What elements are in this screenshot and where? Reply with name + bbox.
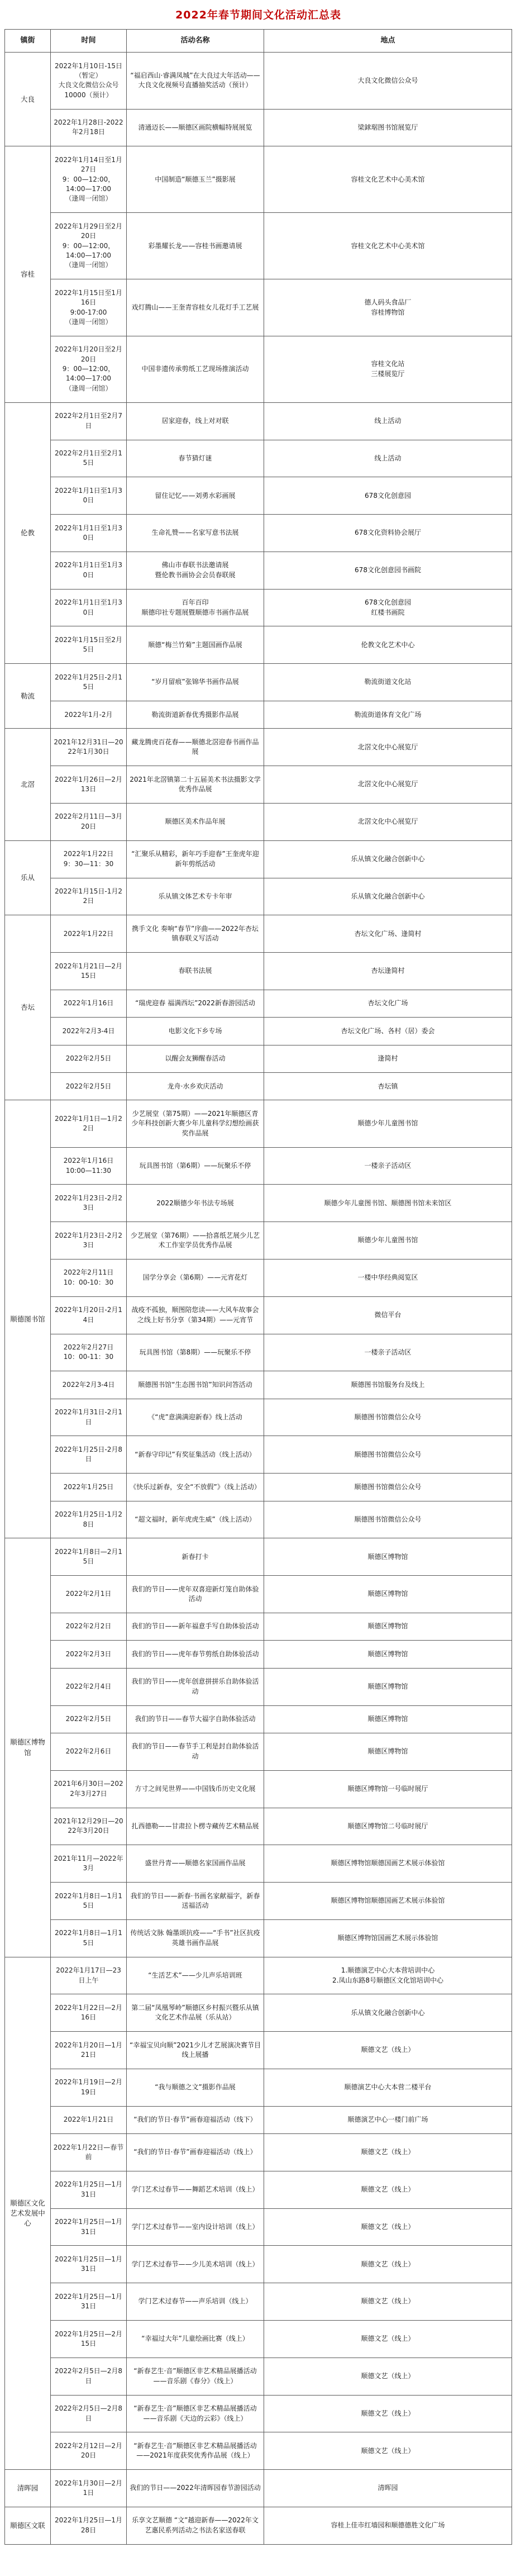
location-cell: 逢简村 <box>264 1045 512 1072</box>
activity-name-cell: “我与顺德之文”摄影作品展 <box>127 2069 264 2106</box>
table-row <box>5 990 512 1017</box>
table-row <box>5 1501 512 1538</box>
table-row <box>5 2395 512 2432</box>
location-cell: 顺德文艺（线上） <box>264 2171 512 2208</box>
activity-name-cell: 藏龙腾虎百花春——顺德北滘迎春书画作品展 <box>127 729 264 766</box>
activity-name-cell: 第二届“凤凰琴岭”顺德区乡村振兴暨乐从镇文化艺术作品展（乐从站） <box>127 1994 264 2032</box>
location-cell: 顺德区博物馆 <box>264 1613 512 1640</box>
activity-name-cell: “幸福过大年”儿童绘画比赛（线上） <box>127 2321 264 2358</box>
time-cell: 2022年1月25日—1月28日 <box>51 2507 127 2544</box>
table-row <box>5 1073 512 1100</box>
location-cell: 顺德图书馆微信公众号 <box>264 1436 512 1474</box>
activity-name-cell: 我们的节日——新春·书画名家献福字，新春送福活动 <box>127 1883 264 1920</box>
location-cell: 顺德区博物馆顺德国画艺术展示体验馆 <box>264 1845 512 1883</box>
town-cell: 伦教 <box>5 402 51 663</box>
table-row <box>5 1100 512 1147</box>
activity-name-cell: 学门艺术过春节——声乐培训（线上） <box>127 2283 264 2321</box>
activity-name-cell: 勒流街道新春优秀摄影作品展 <box>127 701 264 729</box>
activity-name-cell: 我们的节日——虎年创意拼拼乐自助体验活动 <box>127 1668 264 1705</box>
activity-name-cell: 携手文化 奏响“春节”序曲——2022年杏坛镇春联义写活动 <box>127 915 264 953</box>
town-cell: 大良 <box>5 53 51 146</box>
table-row <box>5 1185 512 1222</box>
location-cell: 杏坛镇 <box>264 1073 512 1100</box>
activity-name-cell: 清通迈长——顺德区画院横幅特展展览 <box>127 109 264 146</box>
location-cell: 顺德区博物馆国画艺术展示体验馆 <box>264 1919 512 1957</box>
activity-name-cell: “新春艺生·音”顺德区非艺术精品展播活动——音乐剧《天边的云彩》（线上） <box>127 2395 264 2432</box>
table-row <box>5 1296 512 1334</box>
activity-name-cell: 国学分享会（第6期）——元宵花灯 <box>127 1259 264 1296</box>
time-cell: 2022年1月29日至2月20日 9：00—12:00， 14:00—17:00 （逢周一闭馆） <box>51 213 127 279</box>
time-cell: 2022年1月-2月 <box>51 701 127 729</box>
location-cell: 一楼亲子活动区 <box>264 1334 512 1371</box>
location-cell: 乐从镇文化融合创新中心 <box>264 840 512 878</box>
time-cell: 2022年1月20日—1月21日 <box>51 2032 127 2069</box>
activity-name-cell: 学门艺术过春节——室内设计培训（线上） <box>127 2208 264 2246</box>
location-cell: 顺德文艺（线上） <box>264 2208 512 2246</box>
location-cell: 678文化创意园 <box>264 477 512 515</box>
location-cell: 大良文化微信公众号 <box>264 53 512 110</box>
time-cell: 2022年1月1日—1月22日 <box>51 1100 127 1147</box>
table-row <box>5 1222 512 1260</box>
time-cell: 2022年2月5日 <box>51 1045 127 1072</box>
activity-name-cell: 春联书法展 <box>127 953 264 990</box>
table-row <box>5 2069 512 2106</box>
table-row <box>5 953 512 990</box>
time-cell: 2022年1月25日 <box>51 1474 127 1501</box>
location-cell: 线上活动 <box>264 440 512 477</box>
table-row <box>5 840 512 878</box>
activity-name-cell: 春节猜灯谜 <box>127 440 264 477</box>
time-cell: 2022年1月20日至2月20日 9：00—12:00， 14:00—17:00 （逢周一闭馆） <box>51 336 127 402</box>
location-cell: 顺德图书馆服务台及线上 <box>264 1371 512 1399</box>
time-cell: 2022年1月15日-1月22日 <box>51 878 127 915</box>
location-cell: 容桂上佳市红墙园和顺德德胜文化广场 <box>264 2507 512 2544</box>
activity-name-cell: 电影文化下乡专场 <box>127 1018 264 1045</box>
table-row <box>5 803 512 840</box>
table-row <box>5 1538 512 1576</box>
location-cell: 顺德少年儿童图书馆 <box>264 1222 512 1260</box>
table-row <box>5 1045 512 1072</box>
activity-name-cell: “幸福宝贝向顺”2021少儿才艺展演决赛节目线上展播 <box>127 2032 264 2069</box>
location-cell: 一楼中华经典阅览区 <box>264 1259 512 1296</box>
time-cell: 2021年11月—2022年3月 <box>51 1845 127 1883</box>
time-cell: 2022年2月3-4日 <box>51 1018 127 1045</box>
activity-name-cell: “我们的节日·春节”画春迎福活动（线下） <box>127 2106 264 2133</box>
activity-name-cell: “新春艺生·音”顺德区非艺术精品展播活动——2021年度获奖优秀作品展（线上） <box>127 2432 264 2470</box>
activity-name-cell: 方寸之间见世界——中国钱币历史文化展 <box>127 1770 264 1808</box>
table-row <box>5 440 512 477</box>
activity-name-cell: “汇聚乐从精彩，新年巧手迎春”王奎虎年迎新年剪纸活动 <box>127 840 264 878</box>
time-cell: 2022年2月1日至2月7日 <box>51 402 127 440</box>
time-cell: 2022年1月14日至1月27日 9：00—12:00， 14:00—17:00 （逢周一闭馆） <box>51 146 127 213</box>
time-cell: 2022年2月12日—2月20日 <box>51 2432 127 2470</box>
table-row <box>5 1994 512 2032</box>
time-cell: 2022年2月5日 <box>51 1705 127 1733</box>
table-row <box>5 146 512 213</box>
table-row <box>5 477 512 515</box>
time-cell: 2022年1月25日—1月31日 <box>51 2171 127 2208</box>
location-cell: 顺德少年儿童图书馆 <box>264 1100 512 1147</box>
activity-name-cell: 顺德图书馆“生态图书馆”知识问答活动 <box>127 1371 264 1399</box>
time-cell: 2022年2月3日 <box>51 1641 127 1668</box>
time-cell: 2022年1月22日 9：30—11：30 <box>51 840 127 878</box>
time-cell: 2022年1月1日至1月30日 <box>51 477 127 515</box>
table-row <box>5 1705 512 1733</box>
location-cell: 一楼亲子活动区 <box>264 1147 512 1185</box>
location-cell: 顺德演艺中心大本营二楼平台 <box>264 2069 512 2106</box>
table-row <box>5 1668 512 1705</box>
time-cell: 2022年1月26日—2月13日 <box>51 766 127 804</box>
activity-name-cell: 戏灯腾山——王奎青容桂女儿花灯手工艺展 <box>127 279 264 336</box>
location-cell: 容桂文化艺术中心美术馆 <box>264 146 512 213</box>
header-town: 镇街 <box>5 30 51 53</box>
activity-name-cell: 2022顺德少年书法专场展 <box>127 1185 264 1222</box>
activity-name-cell: 彩墨耀长龙——容桂书画邀请展 <box>127 213 264 279</box>
location-cell: 乐从镇文化融合创新中心 <box>264 1994 512 2032</box>
location-cell: 顺德区博物馆顺德国画艺术展示体验馆 <box>264 1883 512 1920</box>
activity-name-cell: 玩具图书馆（第6期）——玩聚乐不停 <box>127 1147 264 1185</box>
location-cell: 顺德文艺（线上） <box>264 2283 512 2321</box>
time-cell: 2021年12月29日—2022年3月20日 <box>51 1808 127 1845</box>
activity-name-cell: 佛山市春联书法邀请展 暨伦教书画协会会员春联展 <box>127 552 264 589</box>
header-location: 地点 <box>264 30 512 53</box>
location-cell: 线上活动 <box>264 402 512 440</box>
activity-name-cell: “瑞虎迎春 福满西坛”2022新春游园活动 <box>127 990 264 1017</box>
town-cell: 顺德区文化艺术发展中心 <box>5 1957 51 2470</box>
table-row <box>5 1399 512 1436</box>
time-cell: 2022年1月25日-1月28日 <box>51 1501 127 1538</box>
location-cell: 顺德文艺（线上） <box>264 2395 512 2432</box>
table-row <box>5 2321 512 2358</box>
location-cell: 顺德图书馆微信公众号 <box>264 1474 512 1501</box>
table-body <box>5 53 512 2545</box>
location-cell: 北滘文化中心展览厅 <box>264 729 512 766</box>
time-cell: 2022年1月25日—2月15日 <box>51 2321 127 2358</box>
table-row <box>5 2106 512 2133</box>
time-cell: 2022年2月11日—3月20日 <box>51 803 127 840</box>
table-row <box>5 915 512 953</box>
table-row <box>5 1613 512 1640</box>
table-row <box>5 1808 512 1845</box>
table-row <box>5 2358 512 2395</box>
location-cell: 678文化创意园书画院 <box>264 552 512 589</box>
table-row <box>5 2283 512 2321</box>
activity-name-cell: 少艺展堂（第75期）——2021年顺德区青少年科技创新大赛少年儿童科学幻想绘画获奖作品展 <box>127 1100 264 1147</box>
time-cell: 2022年1月1日至1月30日 <box>51 552 127 589</box>
table-row <box>5 664 512 701</box>
time-cell: 2022年1月8日—1月15日 <box>51 1883 127 1920</box>
time-cell: 2022年1月10日-15日（暂定） 大良文化微信公众号 10000（预计） <box>51 53 127 110</box>
location-cell: 清晖园 <box>264 2470 512 2507</box>
table-row <box>5 2208 512 2246</box>
activity-name-cell: 学门艺术过春节——舞蹈艺术培训（线上） <box>127 2171 264 2208</box>
location-cell: 微信平台 <box>264 1296 512 1334</box>
time-cell: 2022年2月3-4日 <box>51 1371 127 1399</box>
time-cell: 2022年2月6日 <box>51 1733 127 1770</box>
town-cell: 顺德区博物馆 <box>5 1538 51 1957</box>
location-cell: 顺德文艺（线上） <box>264 2321 512 2358</box>
time-cell: 2022年2月1日至2月15日 <box>51 440 127 477</box>
table-row <box>5 1436 512 1474</box>
time-cell: 2022年1月16日 10:00—11:30 <box>51 1147 127 1185</box>
table-row <box>5 1147 512 1185</box>
activity-name-cell: “生活艺术”——少儿声乐培训班 <box>127 1957 264 1994</box>
location-cell: 北滘文化中心展览厅 <box>264 803 512 840</box>
activity-name-cell: 扎西德勒——甘肃拉卜楞寺藏传艺术精品展 <box>127 1808 264 1845</box>
location-cell: 678文化创意园 红楼书画院 <box>264 589 512 626</box>
time-cell: 2022年2月27日 10：00-11：30 <box>51 1334 127 1371</box>
location-cell: 杏坛文化广场、各村（居）委会 <box>264 1018 512 1045</box>
activity-name-cell: “新春守印记”有奖征集活动（线上活动） <box>127 1436 264 1474</box>
activity-name-cell: 中国制造“顺德玉兰”摄影展 <box>127 146 264 213</box>
title-row <box>5 2 512 30</box>
time-cell: 2022年1月22日 <box>51 915 127 953</box>
table-row <box>5 766 512 804</box>
time-cell: 2022年1月1日至1月30日 <box>51 589 127 626</box>
activity-name-cell: 玩具图书馆（第8期）——玩聚乐不停 <box>127 1334 264 1371</box>
table-row <box>5 2470 512 2507</box>
activity-name-cell: 少艺展堂（第76期）——拾喜纸艺展少儿艺术工作室学员优秀作品展 <box>127 1222 264 1260</box>
time-cell: 2022年1月30日—2月1日 <box>51 2470 127 2507</box>
table-row <box>5 1883 512 1920</box>
location-cell: 顺德文艺（线上） <box>264 2246 512 2283</box>
location-cell: 勒流街道文化站 <box>264 664 512 701</box>
location-cell: 顺德区博物馆 <box>264 1705 512 1733</box>
activity-name-cell: 我们的节日——春节手工利是封自助体验活动 <box>127 1733 264 1770</box>
time-cell: 2021年12月31日—2022年1月30日 <box>51 729 127 766</box>
summary-sheet <box>0 2 516 2545</box>
location-cell: 梁銶琚图书馆展览厅 <box>264 109 512 146</box>
table-row <box>5 626 512 664</box>
table-row <box>5 2171 512 2208</box>
time-cell: 2022年2月1日 <box>51 1576 127 1613</box>
table-row <box>5 1474 512 1501</box>
header-activity-name: 活动名称 <box>127 30 264 53</box>
activity-name-cell: 中国非遗传承剪纸工艺现场推演活动 <box>127 336 264 402</box>
time-cell: 2022年1月25日—1月31日 <box>51 2283 127 2321</box>
activity-name-cell: 我们的节日——2022年清晖园春节游园活动 <box>127 2470 264 2507</box>
location-cell: 1.顺德演艺中心大本营培训中心 2.凤山东路8号顺德区文化馆培训中心 <box>264 1957 512 1994</box>
time-cell: 2022年1月8日—1月15日 <box>51 1919 127 1957</box>
page-title: 2022年春节期间文化活动汇总表 <box>5 2 512 30</box>
location-cell: 勒流街道体育文化广场 <box>264 701 512 729</box>
table-row <box>5 1919 512 1957</box>
location-cell: 北滘文化中心展览厅 <box>264 766 512 804</box>
activity-name-cell: 《快乐过新春，安全“不放假”》（线上活动） <box>127 1474 264 1501</box>
time-cell: 2022年2月4日 <box>51 1668 127 1705</box>
table-row <box>5 402 512 440</box>
time-cell: 2022年1月25日—1月31日 <box>51 2208 127 2246</box>
table-row <box>5 2246 512 2283</box>
activity-name-cell: 我们的节日——新年福意手写自助体验活动 <box>127 1613 264 1640</box>
time-cell: 2022年1月21日 <box>51 2106 127 2133</box>
time-cell: 2022年1月16日 <box>51 990 127 1017</box>
activity-name-cell: 顺德区美术作品年展 <box>127 803 264 840</box>
table-row <box>5 1334 512 1371</box>
town-cell: 乐从 <box>5 840 51 915</box>
location-cell: 顺德图书馆微信公众号 <box>264 1399 512 1436</box>
location-cell: 顺德区博物馆 <box>264 1733 512 1770</box>
table-row <box>5 2432 512 2470</box>
time-cell: 2022年1月28日-2022年2月18日 <box>51 109 127 146</box>
time-cell: 2022年1月20日-2月14日 <box>51 1296 127 1334</box>
activity-table <box>4 2 512 2545</box>
town-cell: 杏坛 <box>5 915 51 1100</box>
activity-name-cell: 生命礼赞——名家写意书法展 <box>127 515 264 552</box>
activity-name-cell: “超文福时，新年虎虎生威”（线上活动） <box>127 1501 264 1538</box>
activity-name-cell: 顺德“梅兰竹菊”主题国画作品展 <box>127 626 264 664</box>
activity-name-cell: 百年百印 顺德印社专题展暨顺德市书画作品展 <box>127 589 264 626</box>
activity-name-cell: 传统话文脉 翰墨颂抗疫——“手书”社区抗疫英雄书画作品展 <box>127 1919 264 1957</box>
table-row <box>5 878 512 915</box>
activity-name-cell: 《“虎”意满满迎新春》线上活动 <box>127 1399 264 1436</box>
location-cell: 顺德区博物馆 <box>264 1641 512 1668</box>
activity-name-cell: 我们的节日——虎年双喜迎新灯笼自助体验活动 <box>127 1576 264 1613</box>
activity-name-cell: “岁月留痕”张锦华书画作品展 <box>127 664 264 701</box>
header-row <box>5 30 512 53</box>
activity-name-cell: 乐从镇文体艺术专卡年审 <box>127 878 264 915</box>
table-row <box>5 552 512 589</box>
location-cell: 顺德文艺（线上） <box>264 2358 512 2395</box>
table-row <box>5 53 512 110</box>
time-cell: 2022年2月5日—2月8日 <box>51 2395 127 2432</box>
activity-name-cell: 留住记忆——刘勇水彩画展 <box>127 477 264 515</box>
activity-name-cell: “新春艺生·音”顺德区非艺术精品展播活动——音乐剧《春分》（线上） <box>127 2358 264 2395</box>
activity-name-cell: 以醒会友狮醒春活动 <box>127 1045 264 1072</box>
location-cell: 顺德区博物馆二号临时展厅 <box>264 1808 512 1845</box>
table-header <box>5 2 512 53</box>
table-row <box>5 213 512 279</box>
table-row <box>5 1371 512 1399</box>
location-cell: 杏坛逢简村 <box>264 953 512 990</box>
location-cell: 顺德区博物馆 <box>264 1538 512 1576</box>
activity-name-cell: 2021年北滘镇第二十五届美术书法摄影文学优秀作品展 <box>127 766 264 804</box>
time-cell: 2022年1月1日至1月30日 <box>51 515 127 552</box>
table-row <box>5 336 512 402</box>
time-cell: 2022年1月25日-2月8日 <box>51 1436 127 1474</box>
table-row <box>5 1259 512 1296</box>
table-row <box>5 701 512 729</box>
time-cell: 2022年1月25日-2月15日 <box>51 664 127 701</box>
time-cell: 2022年2月5日 <box>51 1073 127 1100</box>
table-row <box>5 1018 512 1045</box>
table-row <box>5 589 512 626</box>
time-cell: 2022年1月22日—春节前 <box>51 2134 127 2171</box>
time-cell: 2022年1月17日—23日上午 <box>51 1957 127 1994</box>
town-cell: 顺德区文联 <box>5 2507 51 2544</box>
table-row <box>5 1576 512 1613</box>
location-cell: 容桂文化站 三楼展览厅 <box>264 336 512 402</box>
time-cell: 2022年1月15日至2月5日 <box>51 626 127 664</box>
location-cell: 顺德演艺中心一楼门前广场 <box>264 2106 512 2133</box>
table-row <box>5 1845 512 1883</box>
town-cell: 北滘 <box>5 729 51 840</box>
activity-name-cell: 我们的节日——春节大福字自助体验活动 <box>127 1705 264 1733</box>
time-cell: 2022年1月22日—2月16日 <box>51 1994 127 2032</box>
time-cell: 2022年1月21日—2月15日 <box>51 953 127 990</box>
activity-name-cell: 盛世丹青——顺德名家国画作品展 <box>127 1845 264 1883</box>
time-cell: 2022年1月31日-2月1日 <box>51 1399 127 1436</box>
time-cell: 2022年1月23日-2月23日 <box>51 1185 127 1222</box>
activity-name-cell: 新春打卡 <box>127 1538 264 1576</box>
location-cell: 乐从镇文化融合创新中心 <box>264 878 512 915</box>
location-cell: 杏坛文化广场、逢简村 <box>264 915 512 953</box>
activity-name-cell: “福启西山·睿满凤城”在大良过大年活动——大良文化视频号直播抽奖活动（预计） <box>127 53 264 110</box>
town-cell: 顺德图书馆 <box>5 1100 51 1538</box>
table-row <box>5 515 512 552</box>
location-cell: 伦教文化艺术中心 <box>264 626 512 664</box>
location-cell: 顺德文艺（线上） <box>264 2032 512 2069</box>
table-row <box>5 1641 512 1668</box>
time-cell: 2022年2月2日 <box>51 1613 127 1640</box>
location-cell: 顺德文艺（线上） <box>264 2432 512 2470</box>
activity-name-cell: 战疫不孤独，顺图陪您读——大风车故事会之线上好书分享（第34期）——元宵节 <box>127 1296 264 1334</box>
activity-name-cell: 龙舟·水乡欢庆活动 <box>127 1073 264 1100</box>
town-cell: 勒流 <box>5 664 51 729</box>
activity-name-cell: 乐享文艺顺德 “文”越迎新春——2022年文艺惠民系列活动之书法名家送春联 <box>127 2507 264 2544</box>
activity-name-cell: 学门艺术过春节——少儿美术培训（线上） <box>127 2246 264 2283</box>
time-cell: 2022年1月8日—2月15日 <box>51 1538 127 1576</box>
table-row <box>5 1733 512 1770</box>
location-cell: 顺德文艺（线上） <box>264 2134 512 2171</box>
activity-name-cell: 我们的节日——虎年春节剪纸自助体验活动 <box>127 1641 264 1668</box>
location-cell: 顺德区博物馆 <box>264 1668 512 1705</box>
table-row <box>5 2134 512 2171</box>
location-cell: 顺德区博物馆一号临时展厅 <box>264 1770 512 1808</box>
time-cell: 2022年1月19日—2月19日 <box>51 2069 127 2106</box>
location-cell: 德人码头食品厂 容桂博物馆 <box>264 279 512 336</box>
table-row <box>5 109 512 146</box>
activity-name-cell: “我们的节日·春节”画春迎福活动（线上） <box>127 2134 264 2171</box>
town-cell: 容桂 <box>5 146 51 402</box>
location-cell: 顺德区博物馆 <box>264 1576 512 1613</box>
table-row <box>5 729 512 766</box>
location-cell: 杏坛文化广场 <box>264 990 512 1017</box>
location-cell: 容桂文化艺术中心美术馆 <box>264 213 512 279</box>
table-row <box>5 2032 512 2069</box>
header-time: 时间 <box>51 30 127 53</box>
time-cell: 2022年1月25日—1月31日 <box>51 2246 127 2283</box>
time-cell: 2022年1月23日-2月23日 <box>51 1222 127 1260</box>
location-cell: 678文化资料协会展厅 <box>264 515 512 552</box>
table-row <box>5 2507 512 2544</box>
activity-name-cell: 居家迎春，线上对对联 <box>127 402 264 440</box>
location-cell: 顺德图书馆微信公众号 <box>264 1501 512 1538</box>
table-row <box>5 279 512 336</box>
table-row <box>5 1957 512 1994</box>
location-cell: 顺德少年儿童图书馆、顺德图书馆未来馆区 <box>264 1185 512 1222</box>
table-row <box>5 1770 512 1808</box>
time-cell: 2022年1月15日至1月16日 9:00-17:00 （逢周一闭馆） <box>51 279 127 336</box>
time-cell: 2021年6月30日—2022年3月27日 <box>51 1770 127 1808</box>
time-cell: 2022年2月5日—2月8日 <box>51 2358 127 2395</box>
time-cell: 2022年2月11日 10：00-10：30 <box>51 1259 127 1296</box>
town-cell: 清晖园 <box>5 2470 51 2507</box>
